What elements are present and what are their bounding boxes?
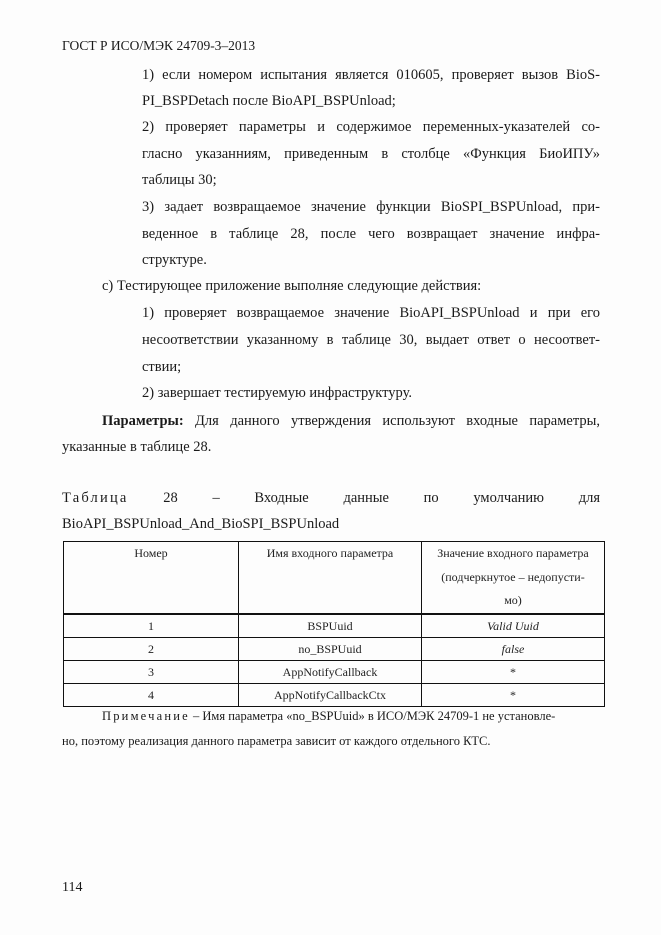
table-cell: 3 [64, 661, 239, 684]
column-header: Номер [64, 542, 239, 615]
document-header: ГОСТ Р ИСО/МЭК 24709-3–2013 [62, 38, 256, 53]
table-caption [62, 489, 600, 507]
paragraph-line: таблицы 30; [142, 172, 217, 188]
caption-word: Таблица [62, 490, 129, 506]
paragraph-line: гласно указанниям, приведенным в столбце «Функция БиоИПУ» [142, 146, 600, 162]
paragraph-line: 2) проверяет параметры и содержимое переменных-указателей со- [142, 119, 600, 135]
column-header [422, 542, 605, 615]
table-cell: 2 [64, 638, 239, 661]
paragraph-line: ствии; [142, 359, 182, 375]
caption-word: умолчанию [473, 490, 544, 506]
table-row [64, 614, 605, 638]
paragraph-line: 2) завершает тестируемую инфраструктуру. [142, 385, 413, 401]
table-cell: * [422, 661, 605, 684]
caption-dash: – [212, 490, 220, 506]
paragraph-line: 3) задает возвращаемое значение функции BioSPI_BSPUnload, при- [142, 199, 600, 215]
paragraph-line: 1) если номером испытания является 010605, проверяет вызов BioS- [142, 67, 600, 83]
caption-number: 28 [163, 490, 178, 506]
parameters-label: Параметры: [102, 413, 184, 429]
table-cell: * [422, 684, 605, 707]
table-cell: 1 [64, 614, 239, 638]
table-note [102, 707, 555, 725]
table-cell: Valid Uuid [422, 614, 605, 638]
table-cell: false [422, 638, 605, 661]
table-cell: AppNotifyCallbackCtx [239, 684, 422, 707]
caption-word: по [423, 490, 439, 506]
paragraph-line: структуре. [142, 252, 207, 268]
parameters-paragraph [62, 412, 600, 430]
caption-word: для [578, 490, 600, 506]
table-row [64, 638, 605, 661]
parameters-text: Для данного утверждения используют входные параметры, [183, 413, 600, 429]
paragraph-line: PI_BSPDetach после BioAPI_BSPUnload; [142, 93, 396, 109]
table-row [64, 661, 605, 684]
table-cell: BSPUuid [239, 614, 422, 638]
table-row [64, 684, 605, 707]
note-text: – Имя параметра «no_BSPUuid» в ИСО/МЭК 24709-1 не установле- [189, 709, 556, 723]
table-caption-line2: BioAPI_BSPUnload_And_BioSPI_BSPUnload [62, 516, 340, 532]
parameters-paragraph-end: указанные в таблице 28. [62, 439, 212, 455]
paragraph-line: c) Тестирующее приложение выполняе следующие действия: [102, 278, 482, 294]
page-number: 114 [62, 880, 83, 895]
column-header: Имя входного параметра [239, 542, 422, 615]
caption-word: Входные [254, 490, 309, 506]
paragraph-line: 1) проверяет возвращаемое значение BioAPI_BSPUnload и при его [142, 305, 600, 321]
column-header-line: Значение входного параметра [437, 546, 589, 560]
note-label: Примечание [102, 709, 190, 723]
table-cell: AppNotifyCallback [239, 661, 422, 684]
column-header-line: мо) [504, 593, 522, 607]
column-header-line: (подчеркнутое – недопусти- [441, 569, 585, 584]
table-cell: 4 [64, 684, 239, 707]
caption-word: данные [343, 490, 389, 506]
paragraph-line: несоответствии указанному в таблице 30, выдает ответ о несоответ- [142, 332, 600, 348]
table-cell: no_BSPUuid [239, 638, 422, 661]
paragraph-line: веденное в таблице 28, после чего возвращает значение инфра- [142, 226, 600, 242]
table-header-row [64, 542, 605, 615]
table-note-end: но, поэтому реализация данного параметра зависит от каждого отдельного КТС. [62, 734, 491, 748]
defaults-table [63, 541, 605, 707]
